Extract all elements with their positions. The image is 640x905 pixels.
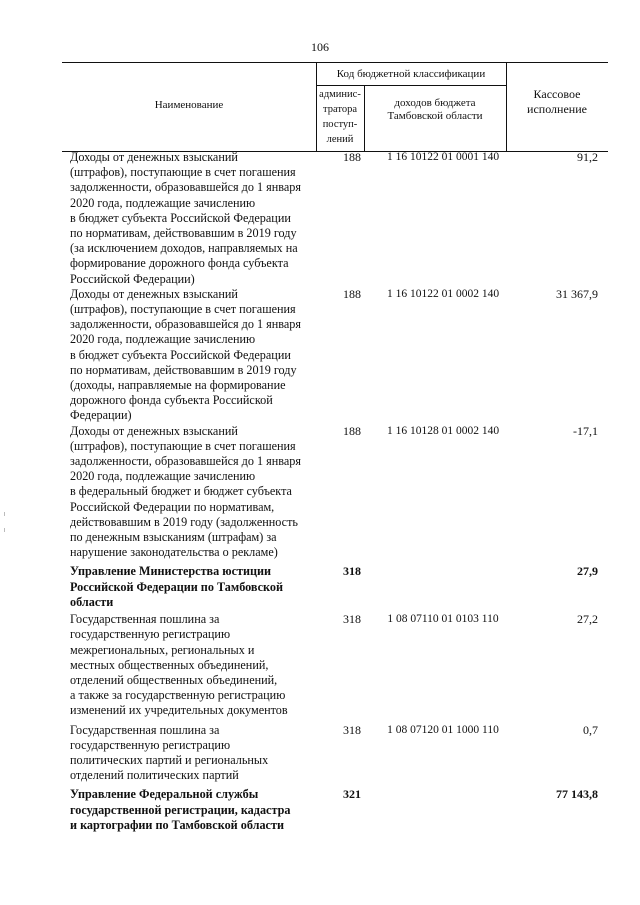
row-name-line: Российской Федерации по Тамбовской (70, 579, 284, 594)
table-header (62, 62, 608, 152)
row-name (62, 787, 330, 833)
row-name-line: в федеральный бюджет и бюджет субъекта (70, 484, 292, 499)
row-name (62, 612, 330, 718)
row-amount: 27,9 (577, 564, 598, 579)
row-name-line: 2020 года, подлежащие зачислению (70, 195, 256, 210)
row-name-line: (за исключением доходов, направляемых на (70, 241, 298, 256)
row-name-line: межрегиональных, региональных и (70, 642, 255, 657)
header-income: доходов бюджета Тамбовской области (387, 97, 483, 122)
row-name-line: по денежным взысканиям (штрафам) за (70, 530, 277, 545)
row-name-line: Федерации) (70, 408, 132, 423)
row-name-line: действовавшим в 2019 году (задолженность (70, 514, 298, 529)
row-kbk-code: 1 08 07110 01 0103 110 (387, 613, 499, 626)
row-name (62, 150, 330, 287)
row-name-line: Государственная пошлина за (70, 612, 220, 627)
row-admin-code: 318 (343, 564, 361, 579)
row-name-line: политических партий и региональных (70, 752, 269, 767)
header-admin: админис- тратора поступ- лений (319, 89, 361, 145)
row-name-line: 2020 года, подлежащие зачислению (70, 332, 256, 347)
row-name-line: и картографии по Тамбовской области (70, 817, 284, 832)
row-kbk-code: 1 08 07120 01 1000 110 (387, 723, 499, 736)
header-divider (316, 85, 506, 86)
row-kbk-code: 1 16 10128 01 0002 140 (386, 424, 500, 437)
header-kbk-group: Код бюджетной классификации (336, 68, 486, 80)
row-name-line: в бюджет субъекта Российской Федерации (70, 210, 291, 225)
header-amount: Кассовое исполнение (527, 87, 587, 116)
row-admin-code: 188 (343, 286, 361, 301)
row-amount: 91,2 (577, 150, 598, 164)
table-row (62, 564, 608, 610)
row-name (62, 424, 330, 561)
row-name-line: государственной регистрации, кадастра (70, 802, 291, 817)
row-name-line: отделений политических партий (70, 768, 239, 783)
table-row (62, 150, 608, 287)
row-name-line: (штрафов), поступающие в счет погашения (70, 438, 296, 453)
row-name-line: (штрафов), поступающие в счет погашения (70, 165, 296, 180)
row-amount: 0,7 (583, 722, 598, 737)
row-name (62, 287, 330, 424)
scan-mark (4, 528, 5, 532)
row-name-line: отделений общественных объединений, (70, 672, 278, 687)
row-name-line: в бюджет субъекта Российской Федерации (70, 347, 291, 362)
row-name-line: задолженности, образовавшейся до 1 января (70, 180, 301, 195)
row-name-line: государственную регистрацию (70, 737, 231, 752)
row-name-line: а также за государственную регистрацию (70, 688, 286, 703)
header-name: Наименование (154, 99, 224, 111)
row-name-line: по нормативам, действовавшим в 2019 году (70, 226, 297, 241)
row-admin-code: 188 (343, 423, 361, 438)
row-name (62, 723, 330, 784)
row-name-line: Управление Министерства юстиции (70, 564, 272, 579)
row-name-line: по нормативам, действовавшим в 2019 году (70, 362, 297, 377)
row-name-line: местных общественных объединений, (70, 657, 269, 672)
row-name-line: Доходы от денежных взысканий (70, 286, 238, 301)
row-name-line: Доходы от денежных взысканий (70, 423, 238, 438)
scan-mark (4, 512, 5, 516)
table-row (62, 287, 608, 424)
row-name-line: задолженности, образовавшейся до 1 января (70, 317, 301, 332)
table-row (62, 612, 608, 718)
row-name-line: (штрафов), поступающие в счет погашения (70, 302, 296, 317)
table-row (62, 787, 608, 833)
row-amount: 77 143,8 (556, 787, 598, 802)
row-admin-code: 188 (343, 150, 361, 164)
row-name-line: нарушение законодательства о рекламе) (70, 545, 278, 560)
table-row (62, 424, 608, 561)
row-admin-code: 318 (343, 612, 361, 627)
row-kbk-code: 1 16 10122 01 0002 140 (386, 287, 500, 300)
row-name-line: области (70, 594, 114, 609)
row-amount: 27,2 (577, 612, 598, 627)
row-name-line: Доходы от денежных взысканий (70, 150, 238, 164)
row-admin-code: 321 (343, 787, 361, 802)
row-name (62, 564, 330, 610)
row-name-line: изменений их учредительных документов (70, 703, 288, 718)
row-admin-code: 318 (343, 722, 361, 737)
row-name-line: Государственная пошлина за (70, 722, 220, 737)
table-row (62, 723, 608, 784)
row-name-line: 2020 года, подлежащие зачислению (70, 469, 256, 484)
row-name-line: Российской Федерации) (70, 271, 195, 286)
row-name-line: (доходы, направляемые на формирование (70, 378, 286, 393)
row-amount: -17,1 (573, 423, 598, 438)
table-body (62, 150, 608, 833)
row-name-line: формирование дорожного фонда субъекта (70, 256, 289, 271)
page-number: 106 (311, 40, 329, 54)
row-name-line: государственную регистрацию (70, 627, 231, 642)
row-name-line: задолженности, образовавшейся до 1 января (70, 454, 301, 469)
row-name-line: дорожного фонда субъекта Российской (70, 393, 273, 408)
row-kbk-code: 1 16 10122 01 0001 140 (386, 151, 500, 163)
row-name-line: Управление Федеральной службы (70, 787, 259, 802)
row-name-line: Российской Федерации по нормативам, (70, 499, 275, 514)
row-amount: 31 367,9 (556, 286, 598, 301)
